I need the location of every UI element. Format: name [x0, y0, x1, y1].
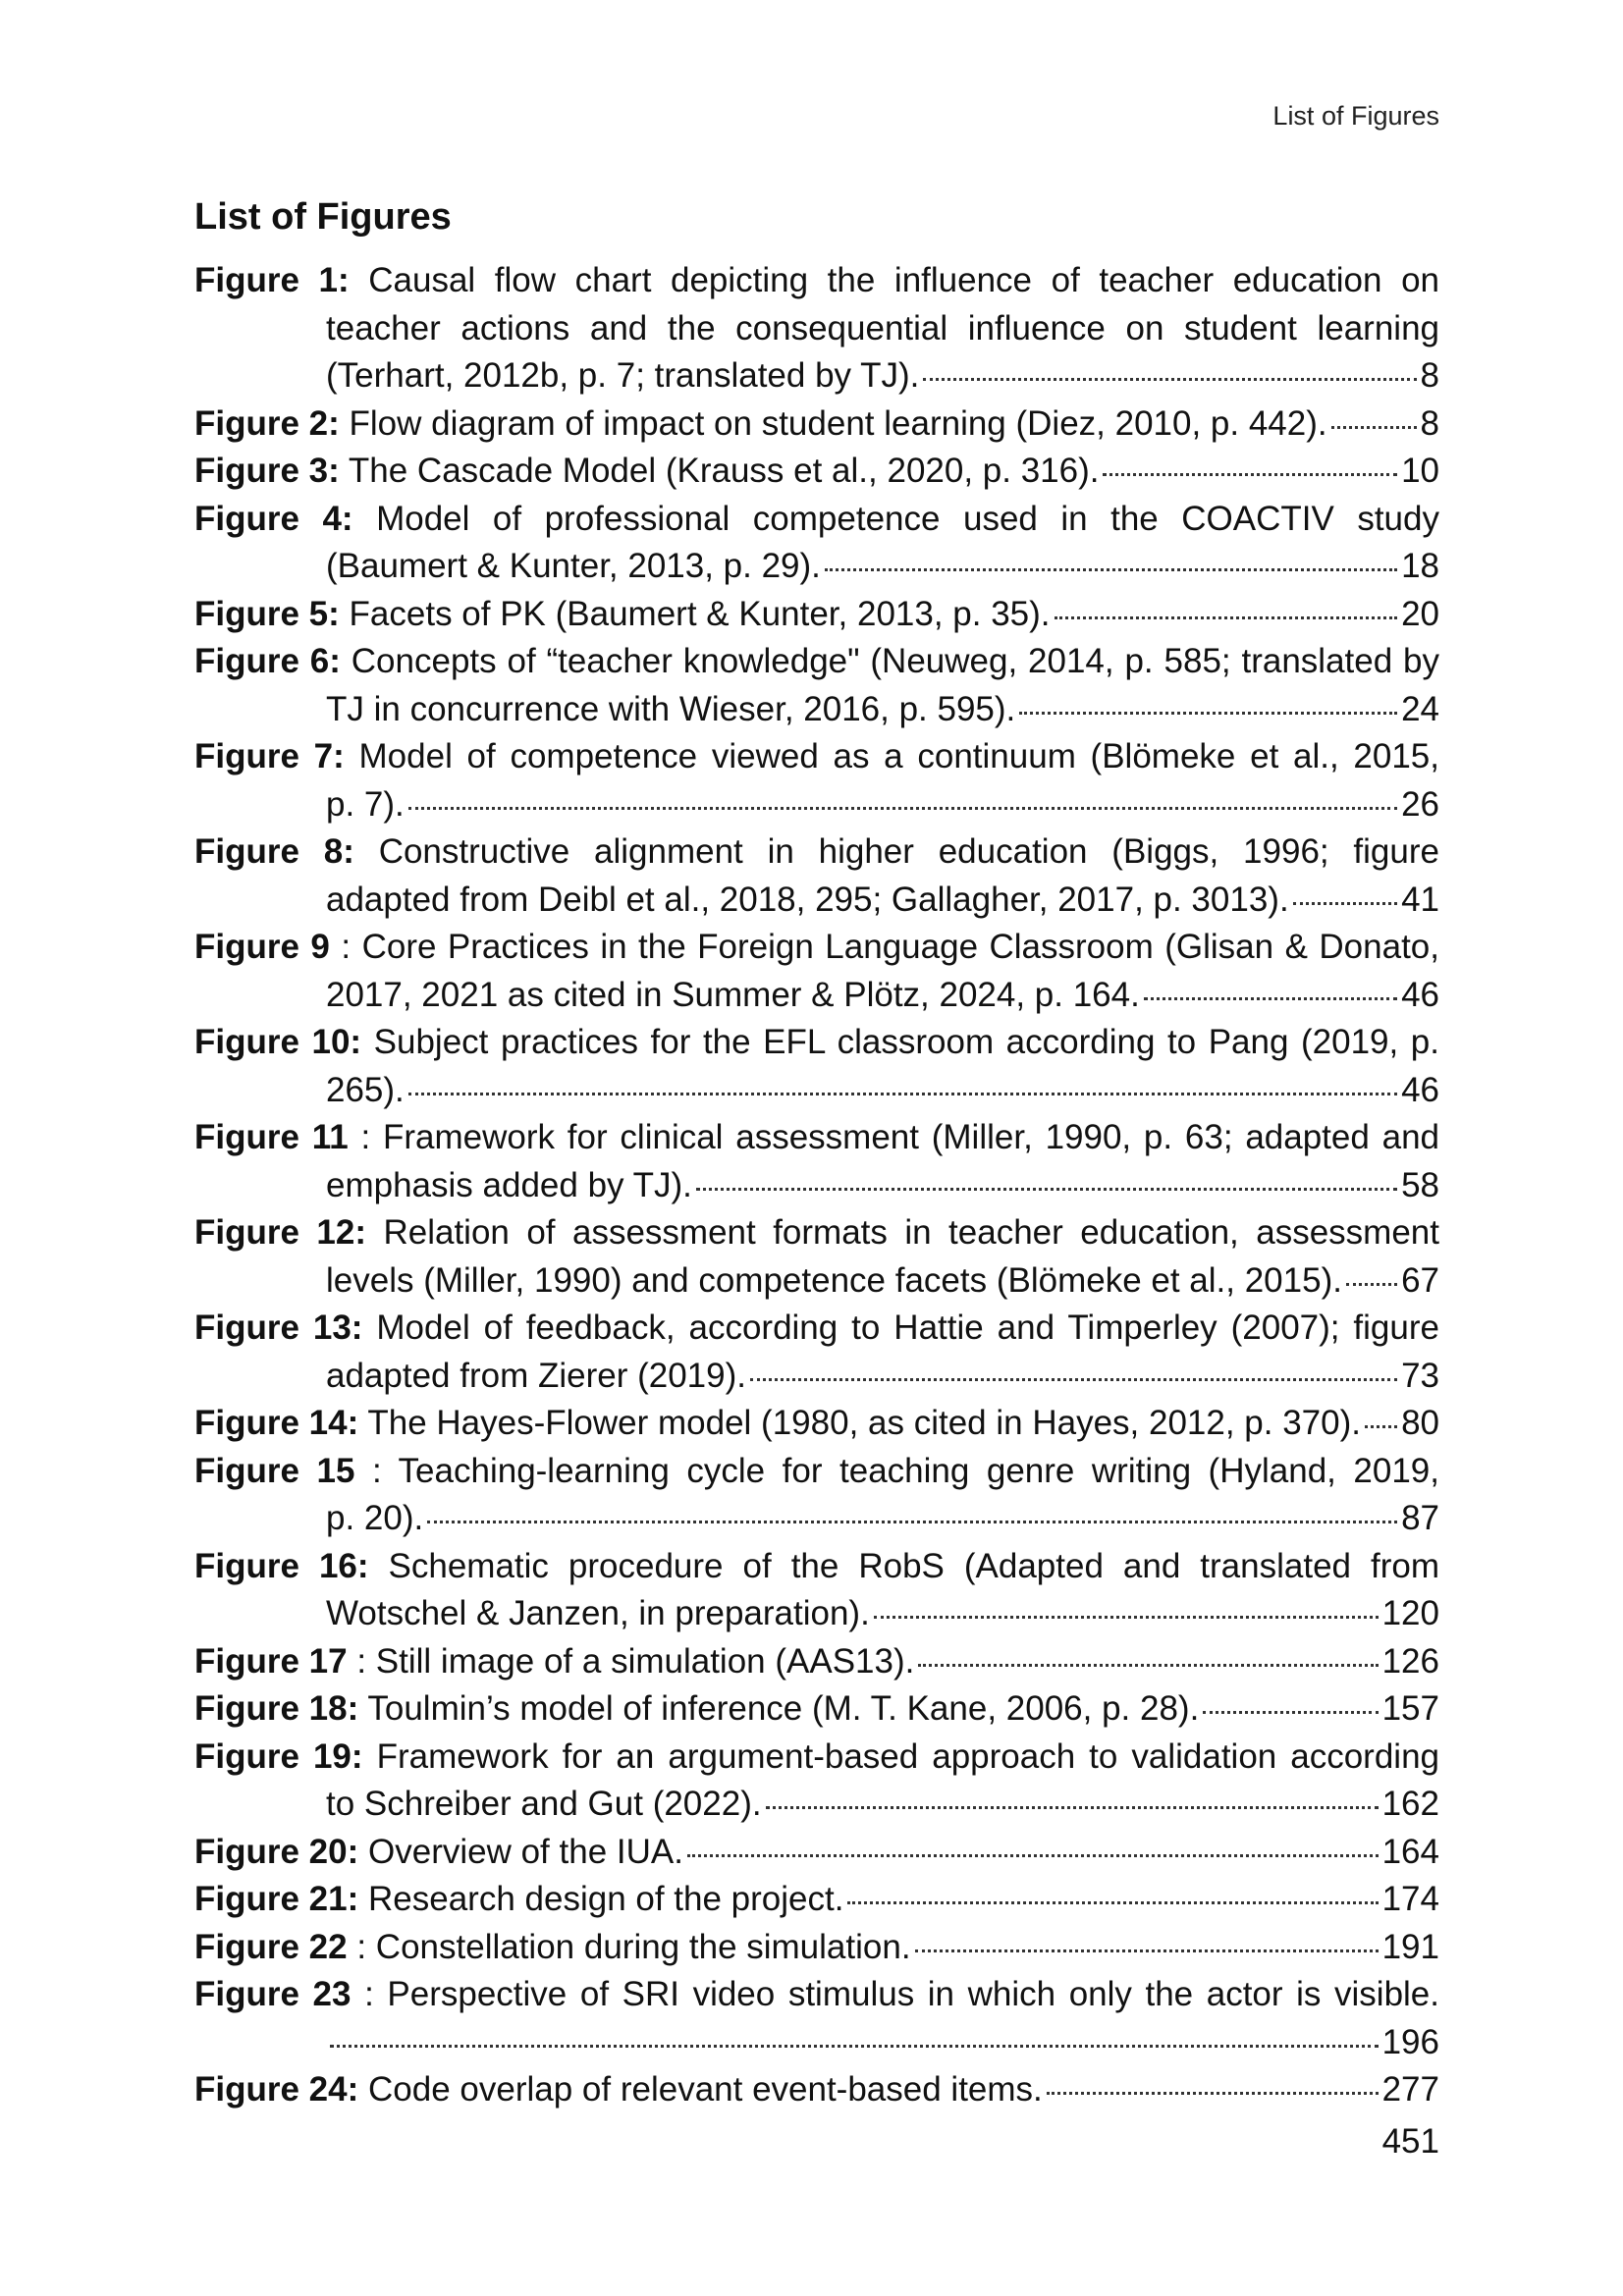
- page-ref[interactable]: 67: [1401, 1260, 1439, 1300]
- figure-label: Figure 22: [194, 1927, 348, 1966]
- page-ref[interactable]: 126: [1381, 1641, 1439, 1681]
- dot-leader: [1203, 1711, 1378, 1714]
- figure-caption-end: p. 7).: [326, 784, 405, 824]
- list-item[interactable]: [194, 591, 1439, 639]
- page-ref[interactable]: 162: [1381, 1785, 1439, 1823]
- figure-label: Figure 21:: [194, 1880, 359, 1918]
- figure-label: Figure 19:: [194, 1736, 363, 1776]
- figure-caption: Concepts of “teacher knowledge" (Neuweg, 2014, p. 585; translated by: [351, 642, 1439, 680]
- list-item[interactable]: [194, 1638, 1439, 1686]
- figure-caption-end: : Constellation during the simulation.: [356, 1927, 911, 1966]
- list-item[interactable]: [194, 1971, 1439, 2066]
- dot-leader: [696, 1188, 1397, 1191]
- page-number: 451: [1381, 2122, 1439, 2161]
- page-ref[interactable]: 277: [1381, 2070, 1439, 2109]
- page-ref[interactable]: 8: [1420, 403, 1439, 443]
- figure-caption: Schematic procedure of the RobS (Adapted and translated from: [388, 1546, 1439, 1585]
- dot-leader: [918, 1664, 1378, 1667]
- list-item[interactable]: [194, 2066, 1439, 2114]
- page-ref[interactable]: 18: [1401, 547, 1439, 585]
- list-item[interactable]: [194, 733, 1439, 828]
- dot-leader: [408, 1093, 1397, 1095]
- dot-leader: [1144, 997, 1397, 1000]
- list-item[interactable]: [194, 924, 1439, 1019]
- figure-label: Figure 11: [194, 1118, 349, 1156]
- figure-caption: Constructive alignment in higher education (Biggs, 1996; figure: [378, 832, 1439, 871]
- list-item[interactable]: [194, 1019, 1439, 1114]
- page-ref[interactable]: 41: [1401, 880, 1439, 919]
- dot-leader: [330, 2045, 1379, 2048]
- figure-caption-end: The Cascade Model (Krauss et al., 2020, p. 316).: [348, 452, 1100, 490]
- dot-leader: [1365, 1425, 1397, 1428]
- figure-label: Figure 8:: [194, 832, 354, 871]
- dot-leader: [1103, 473, 1397, 476]
- list-item[interactable]: [194, 1114, 1439, 1209]
- figure-caption-end: Toulmin’s model of inference (M. T. Kane, 2006, p. 28).: [367, 1689, 1200, 1728]
- figure-caption-end: The Hayes-Flower model (1980, as cited in Hayes, 2012, p. 370).: [367, 1404, 1361, 1442]
- dot-leader: [1019, 712, 1397, 715]
- dot-leader: [1293, 902, 1397, 905]
- figure-caption-end: Flow diagram of impact on student learning (Diez, 2010, p. 442).: [349, 403, 1327, 443]
- running-head: List of Figures: [1272, 101, 1439, 131]
- page-ref[interactable]: 46: [1401, 1070, 1439, 1109]
- list-item[interactable]: [194, 1543, 1439, 1638]
- list-item[interactable]: [194, 1685, 1439, 1734]
- dot-leader: [915, 1949, 1379, 1952]
- figure-caption-end: : Still image of a simulation (AAS13).: [356, 1641, 915, 1681]
- dot-leader: [408, 807, 1397, 810]
- dot-leader: [847, 1901, 1378, 1904]
- figure-caption-end: to Schreiber and Gut (2022).: [326, 1785, 762, 1823]
- figure-caption-end: (Terhart, 2012b, p. 7; translated by TJ).: [326, 356, 920, 395]
- figure-caption-end: p. 20).: [326, 1499, 424, 1537]
- list-item[interactable]: [194, 1924, 1439, 1972]
- figure-label: Figure 4:: [194, 499, 353, 538]
- dot-leader: [923, 378, 1416, 381]
- figure-caption-end: Code overlap of relevant event-based items.: [368, 2070, 1043, 2109]
- figure-label: Figure 5:: [194, 594, 340, 633]
- figure-caption-end: adapted from Zierer (2019).: [326, 1356, 746, 1395]
- page-ref[interactable]: 10: [1401, 452, 1439, 490]
- page-title: List of Figures: [194, 196, 452, 238]
- list-item[interactable]: [194, 1734, 1439, 1829]
- dot-leader: [687, 1854, 1379, 1857]
- figure-label: Figure 16:: [194, 1546, 369, 1585]
- dot-leader: [1331, 426, 1417, 429]
- list-item[interactable]: [194, 1829, 1439, 1877]
- dot-leader: [825, 568, 1397, 571]
- figure-label: Figure 1:: [194, 261, 350, 299]
- page-ref[interactable]: 120: [1381, 1594, 1439, 1632]
- page-ref[interactable]: 80: [1401, 1404, 1439, 1442]
- list-item[interactable]: [194, 496, 1439, 591]
- figure-caption: : Framework for clinical assessment (Miller, 1990, p. 63; adapted and: [360, 1118, 1440, 1156]
- figure-label: Figure 18:: [194, 1689, 359, 1728]
- list-item[interactable]: [194, 257, 1439, 400]
- page-ref[interactable]: 196: [1381, 2022, 1439, 2061]
- figure-caption-end: Facets of PK (Baumert & Kunter, 2013, p. 35).: [349, 594, 1051, 633]
- figure-label: Figure 15: [194, 1451, 355, 1490]
- dot-leader: [427, 1521, 1397, 1523]
- page-ref[interactable]: 26: [1401, 784, 1439, 824]
- page-ref[interactable]: 58: [1401, 1165, 1439, 1204]
- figure-caption: : Perspective of SRI video stimulus in which only the actor is visible.: [364, 1975, 1439, 2013]
- figure-caption-end: levels (Miller, 1990) and competence facets (Blömeke et al., 2015).: [326, 1260, 1342, 1300]
- figure-label: Figure 9: [194, 928, 330, 966]
- figure-caption-end: Research design of the project.: [368, 1880, 844, 1918]
- figure-label: Figure 12:: [194, 1213, 366, 1252]
- figure-label: Figure 10:: [194, 1023, 362, 1061]
- figure-label: Figure 20:: [194, 1832, 359, 1871]
- figure-label: Figure 24:: [194, 2070, 359, 2109]
- figure-label: Figure 6:: [194, 642, 341, 680]
- page-ref[interactable]: 87: [1401, 1499, 1439, 1537]
- list-item[interactable]: [194, 828, 1439, 924]
- page-ref[interactable]: 73: [1401, 1356, 1439, 1395]
- list-item[interactable]: [194, 1448, 1439, 1543]
- page-ref[interactable]: 8: [1420, 356, 1439, 395]
- figure-label: Figure 3:: [194, 452, 340, 490]
- figure-caption: Model of feedback, according to Hattie and Timperley (2007); figure: [376, 1308, 1439, 1347]
- figure-caption-end: TJ in concurrence with Wieser, 2016, p. 595).: [326, 689, 1016, 728]
- figure-caption: : Teaching-learning cycle for teaching genre writing (Hyland, 2019,: [371, 1451, 1439, 1490]
- list-item[interactable]: [194, 1400, 1439, 1448]
- page-ref[interactable]: 164: [1381, 1832, 1439, 1871]
- figure-caption: Subject practices for the EFL classroom according to Pang (2019, p.: [373, 1023, 1439, 1061]
- figure-caption-end: 265).: [326, 1070, 405, 1109]
- page-ref[interactable]: 191: [1381, 1927, 1439, 1966]
- figure-list: [194, 257, 1439, 2114]
- dot-leader: [1047, 2092, 1379, 2095]
- list-item[interactable]: [194, 638, 1439, 733]
- page-ref[interactable]: 174: [1381, 1880, 1439, 1918]
- figure-caption-end: Overview of the IUA.: [368, 1832, 683, 1871]
- figure-label: Figure 13:: [194, 1308, 363, 1347]
- list-item[interactable]: [194, 448, 1439, 496]
- dot-leader: [1346, 1283, 1397, 1286]
- page-ref[interactable]: 46: [1401, 975, 1439, 1014]
- figure-caption-end: Wotschel & Janzen, in preparation).: [326, 1594, 870, 1632]
- page-ref[interactable]: 157: [1381, 1689, 1439, 1728]
- dot-leader: [874, 1616, 1379, 1619]
- figure-caption-end: adapted from Deibl et al., 2018, 295; Gallagher, 2017, p. 3013).: [326, 880, 1289, 919]
- figure-caption: : Core Practices in the Foreign Language Classroom (Glisan & Donato,: [341, 928, 1439, 966]
- dot-leader: [1055, 616, 1398, 619]
- list-item[interactable]: [194, 1209, 1439, 1305]
- figure-caption: Framework for an argument-based approach to validation according: [376, 1736, 1440, 1776]
- figure-label: Figure 2:: [194, 403, 340, 443]
- figure-caption-end: 2017, 2021 as cited in Summer & Plötz, 2024, p. 164.: [326, 975, 1140, 1014]
- figure-caption: Relation of assessment formats in teacher education, assessment: [383, 1213, 1439, 1252]
- figure-label: Figure 14:: [194, 1404, 359, 1442]
- figure-caption-end: (Baumert & Kunter, 2013, p. 29).: [326, 547, 821, 585]
- dot-leader: [750, 1378, 1397, 1381]
- list-item[interactable]: [194, 1305, 1439, 1400]
- page-ref[interactable]: 24: [1401, 689, 1439, 728]
- figure-label: Figure 23: [194, 1975, 352, 2013]
- figure-caption: Model of competence viewed as a continuum (Blömeke et al., 2015,: [358, 737, 1439, 775]
- page-ref[interactable]: 20: [1401, 594, 1439, 633]
- list-item[interactable]: [194, 1876, 1439, 1924]
- figure-label: Figure 7:: [194, 737, 345, 775]
- figure-caption-end: emphasis added by TJ).: [326, 1165, 692, 1204]
- list-item[interactable]: [194, 400, 1439, 449]
- figure-label: Figure 17: [194, 1641, 348, 1681]
- dot-leader: [766, 1806, 1379, 1809]
- figure-caption: Model of professional competence used in the COACTIV study: [376, 499, 1439, 538]
- figure-caption: Causal flow chart depicting the influence of teacher education on teacher actions and the consequential influence on student learning: [326, 261, 1440, 347]
